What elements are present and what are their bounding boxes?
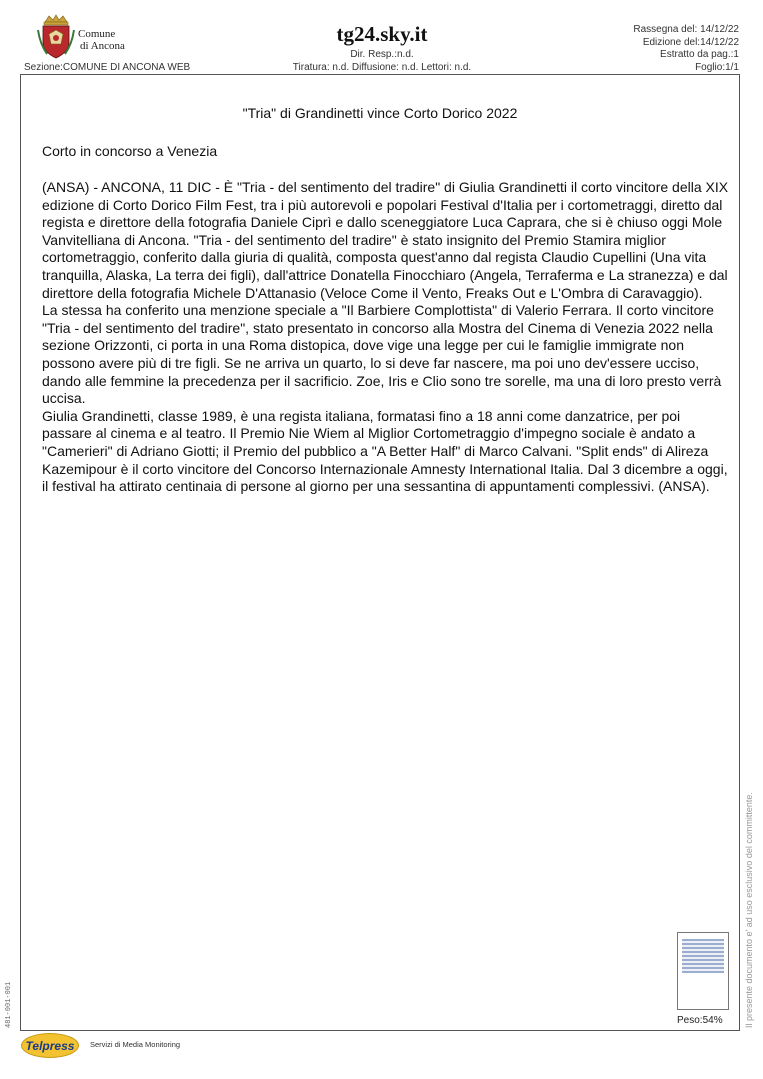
- edizione-date: Edizione del:14/12/22: [642, 36, 739, 48]
- comune-line-1: Comune: [78, 28, 116, 40]
- page-thumbnail: [677, 932, 729, 1010]
- servizi-label: Servizi di Media Monitoring: [90, 1040, 181, 1049]
- peso-label: Peso:54%: [677, 1015, 723, 1026]
- paragraph-2: La stessa ha conferito una menzione speciale a "Il Barbiere Complottista" di Valerio Ferrara. Il corto vincitore "Tria - del sentimento del tradire", stato presentato in concorso alla Mostra del Cinema di Venezia 2022 nella sezione Orizzonti, ci porta in una Roma distopica, dove vige una legge per cui le famiglie immigrate non possono avere più di tre figli. Se ne arriva un quarto, lo si deve far nascere, ma poi uno dev'essere ucciso, dando alle femmine la precedenza per il sacrificio. Zoe, Iris e Clio sono tre sorelle, ma una di loro presto verrà uccisa.: [42, 302, 722, 407]
- paragraph-1: (ANSA) - ANCONA, 11 DIC - È "Tria - del sentimento del tradire" di Giulia Grandinetti il corto vincitore della XIX edizione di Corto Dorico Film Fest, tra i più autorevoli e popolari Festival d'Italia per i cortometraggi, diretto dal regista e direttore della fotografia Daniele Ciprì e dallo sceneggiatore Luca Caprara, che si è chiuso oggi Mole Vanvitelliana di Ancona. "Tria - del sentimento del tradire" è stato insignito del Premio Stamira miglior cortometraggio, conferito dalla giuria di qualità, composta quest'anno dal regista Claudio Cupellini (Una vita tranquilla, Alaska, La terra dei figli), dall'attrice Donatella Finocchiaro (Angela, Terraferma e La stranezza) e dal direttore della fotografia Michele D'Attanasio (Veloce Come il Vento, Freaks Out e L'Ombra di Caravaggio).: [42, 179, 729, 301]
- article-body: [42, 179, 732, 496]
- estratto-page: Estratto da pag.:1: [660, 49, 739, 60]
- article-frame: [20, 74, 740, 1031]
- dir-resp: Dir. Resp.:n.d.: [350, 49, 414, 60]
- press-meta: [633, 24, 739, 74]
- thumbnail-text-block: [682, 939, 724, 973]
- document-header: [0, 0, 763, 76]
- comune-line-2: di Ancona: [80, 40, 125, 52]
- document-code: 481-001-001: [5, 981, 13, 1028]
- sezione-label: Sezione:COMUNE DI ANCONA WEB: [24, 62, 191, 73]
- telpress-logo: [21, 1033, 79, 1058]
- tiratura-info: Tiratura: n.d. Diffusione: n.d. Lettori: n.d.: [292, 62, 472, 73]
- usage-notice: Il presente documento e' ad uso esclusivo del committente.: [744, 792, 754, 1028]
- article-subtitle: Corto in concorso a Venezia: [42, 143, 218, 159]
- source-site: tg24.sky.it: [336, 22, 428, 46]
- comune-label: [78, 28, 125, 52]
- article-title: "Tria" di Grandinetti vince Corto Dorico 2022: [242, 105, 518, 121]
- telpress-logo-text: Telpress: [25, 1039, 75, 1053]
- comune-crest-icon: [37, 14, 75, 60]
- paragraph-3: Giulia Grandinetti, classe 1989, è una regista italiana, formatasi fino a 18 anni come danzatrice, per poi passare al cinema e al teatro. Il Premio Nie Wiem al Miglior Cortometraggio d'impegno sociale è andato a "Camerieri" di Adriano Giotti; il Premio del pubblico a "A Better Half" di Marco Calvani. "Split ends" di Alireza Kazemipour è il corto vincitore del Concorso Internazionale Amnesty International Italia. Dal 3 dicembre a oggi, il festival ha attirato centinaia di persone al giorno per una sessantina di appuntamenti complessivi. (ANSA).: [42, 407, 728, 495]
- rassegna-date: Rassegna del: 14/12/22: [633, 24, 739, 35]
- foglio-count: Foglio:1/1: [695, 61, 739, 73]
